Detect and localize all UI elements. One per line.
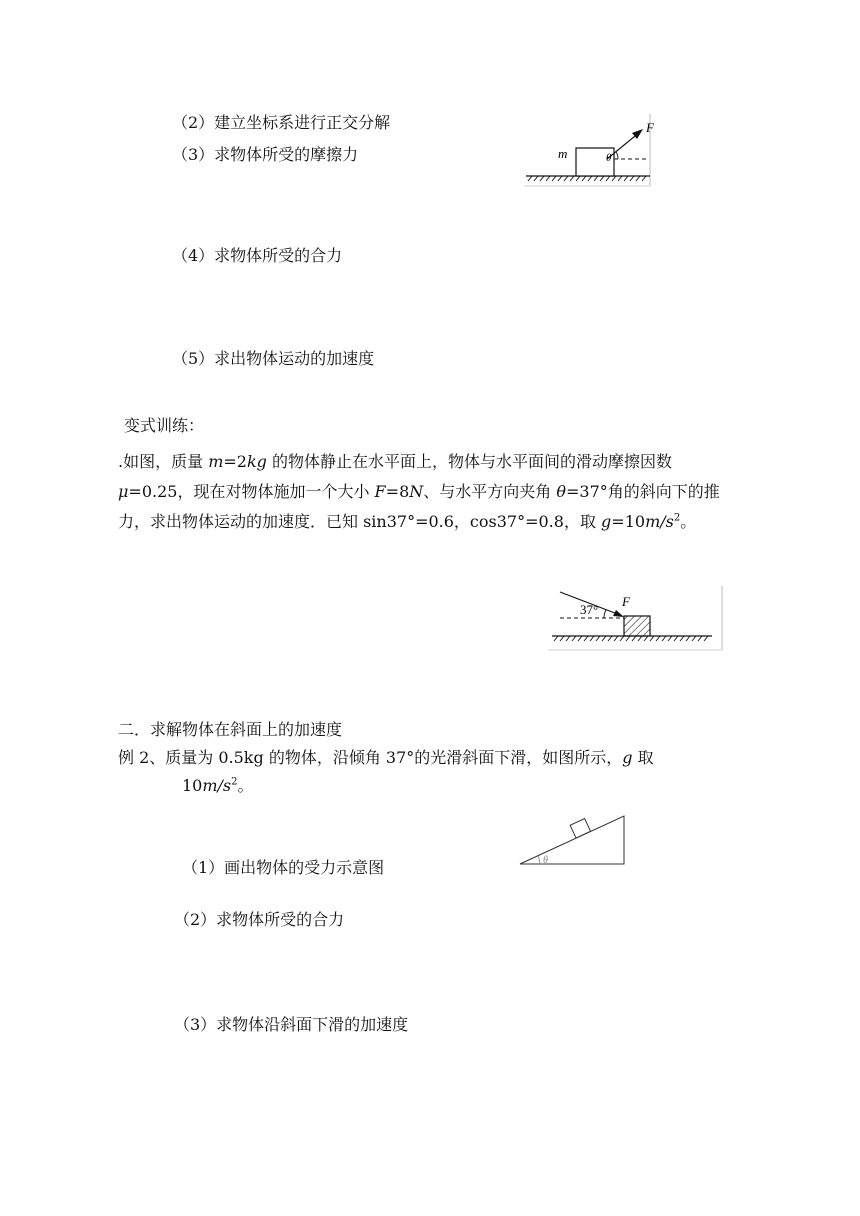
mass-label: m bbox=[558, 146, 568, 161]
variant-problem: .如图，质量 m=2kg 的物体静止在水平面上，物体与水平面间的滑动摩擦因数 μ=0.25，现在对物体施加一个大小 F=8N、与水平方向夹角 θ=37°角的斜向下的推力，求出物体运动的加速度．已知 sin37°=0.6，cos37°=0.8，取 $g=10m/s^2$。 bbox=[118, 452, 720, 531]
figure-block-pulled bbox=[522, 112, 652, 188]
force-label: F bbox=[646, 120, 654, 135]
angle-label: θ bbox=[606, 152, 612, 164]
example-question-2: （2）求物体所受的合力 bbox=[174, 910, 345, 929]
figure-block-pushed bbox=[546, 584, 724, 652]
example-2-g-value: $10m/s^2$。 bbox=[182, 776, 254, 795]
angle-label: 37° bbox=[580, 602, 599, 617]
question-3: （3）求物体所受的摩擦力 bbox=[172, 145, 359, 164]
ground-hatch bbox=[528, 176, 646, 181]
force-label: F bbox=[622, 594, 630, 609]
force-arrowhead bbox=[613, 610, 624, 617]
question-5: （5）求出物体运动的加速度 bbox=[172, 349, 375, 368]
incline-triangle bbox=[520, 816, 624, 864]
incline-angle-label: θ bbox=[543, 855, 548, 866]
section-2-heading: 二．求解物体在斜面上的加速度 bbox=[118, 720, 343, 739]
hatched-block bbox=[624, 616, 650, 636]
figure-incline bbox=[516, 806, 630, 866]
example-question-1: （1）画出物体的受力示意图 bbox=[182, 858, 385, 877]
question-2: （2）建立坐标系进行正交分解 bbox=[172, 113, 391, 132]
variant-heading: 变式训练： bbox=[124, 416, 205, 435]
question-4: （4）求物体所受的合力 bbox=[172, 246, 343, 265]
ground-hatch bbox=[554, 636, 708, 641]
example-2-statement: 例 2、质量为 0.5kg 的物体，沿倾角 37°的光滑斜面下滑，如图所示，g 取 bbox=[118, 748, 654, 767]
example-question-3: （3）求物体沿斜面下滑的加速度 bbox=[174, 1015, 409, 1034]
